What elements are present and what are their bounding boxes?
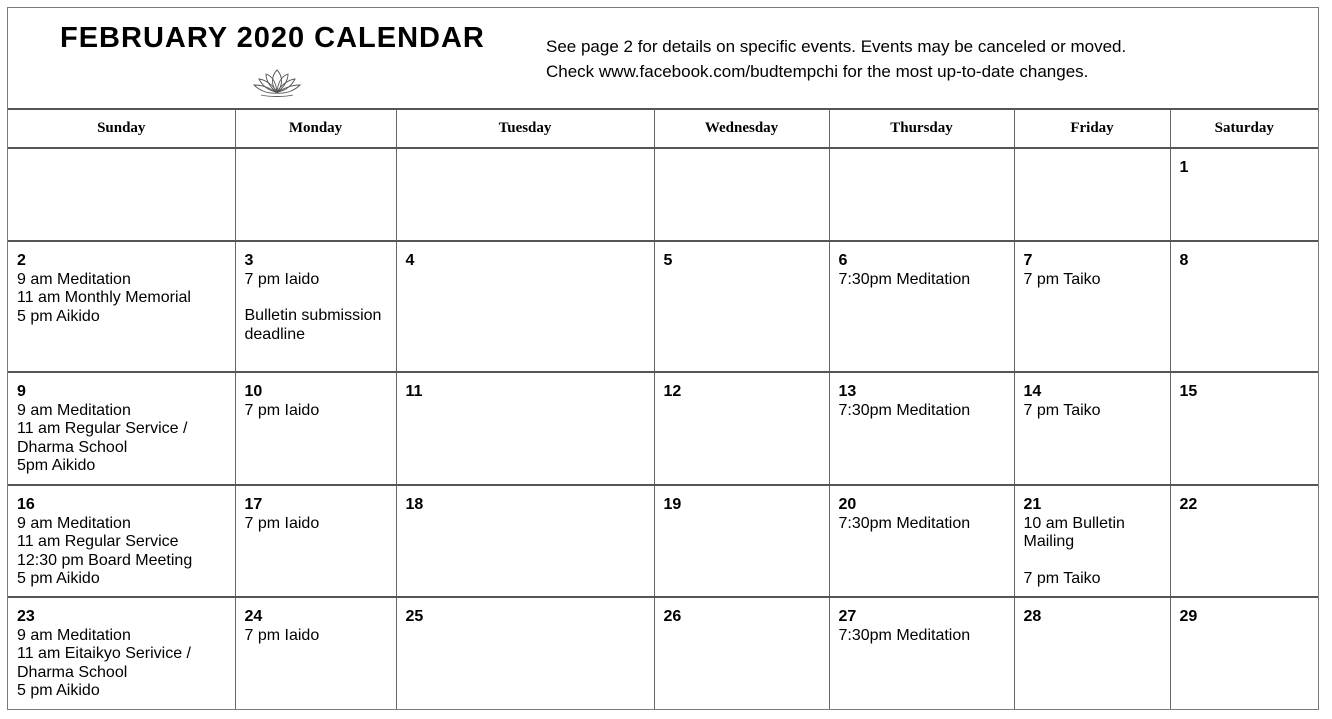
day-cell (1014, 148, 1170, 241)
day-cell (8, 148, 235, 241)
week-row (8, 241, 1318, 372)
day-number: 14 (1023, 383, 1042, 400)
event-item: Bulletin submission deadline (244, 307, 382, 343)
day-number: 20 (838, 496, 857, 513)
day-cell (654, 241, 829, 372)
event-item: 7 pm Taiko (1023, 401, 1101, 419)
event-item: 7:30pm Meditation (838, 626, 971, 644)
event-spacer (1024, 552, 1161, 570)
calendar-grid (8, 109, 1318, 709)
calendar-header (8, 8, 1318, 110)
day-number: 1 (1179, 159, 1189, 176)
event-item: 7:30pm Meditation (838, 514, 971, 532)
day-number: 22 (1179, 496, 1198, 513)
week-row (8, 597, 1318, 709)
day-cell (8, 241, 235, 372)
event-item: 9 am Meditation (17, 626, 131, 644)
day-cell (8, 372, 235, 485)
day-number: 13 (838, 383, 857, 400)
day-number: 24 (244, 608, 263, 625)
day-number: 3 (244, 252, 254, 269)
event-item: 7:30pm Meditation (838, 270, 971, 288)
day-cell (235, 485, 396, 597)
event-item: 5 pm Aikido (17, 570, 100, 588)
weekday-header: Tuesday (396, 109, 654, 148)
day-number: 18 (405, 496, 424, 513)
event-item: 5 pm Aikido (17, 307, 100, 325)
event-item: 7 pm Iaido (244, 270, 320, 288)
day-number: 11 (405, 383, 423, 400)
day-number: 8 (1179, 252, 1189, 269)
calendar-page (7, 7, 1319, 710)
day-cell (235, 148, 396, 241)
day-number: 26 (663, 608, 682, 625)
day-cell (396, 241, 654, 372)
day-cell (8, 485, 235, 597)
day-cell (235, 241, 396, 372)
day-number: 6 (838, 252, 848, 269)
event-item: 11 am Monthly Memorial (17, 289, 191, 307)
day-cell (829, 241, 1014, 372)
day-cell (654, 485, 829, 597)
day-number: 10 (244, 383, 263, 400)
event-item: 7 pm Taiko (1023, 270, 1101, 288)
weekday-header: Monday (235, 109, 396, 148)
day-number: 5 (663, 252, 673, 269)
day-number: 7 (1023, 252, 1033, 269)
day-cell (1014, 372, 1170, 485)
event-item: 5pm Aikido (17, 457, 96, 475)
lotus-icon (251, 66, 303, 98)
day-number: 25 (405, 608, 424, 625)
notice-line: Check www.facebook.com/budtempchi for the most up-to-date changes. (546, 62, 1089, 81)
notice-text (546, 34, 1126, 84)
day-cell (1170, 241, 1318, 372)
event-item: 7 pm Iaido (244, 514, 320, 532)
day-number: 9 (17, 383, 26, 400)
day-cell (396, 148, 654, 241)
event-item: 7:30pm Meditation (838, 401, 971, 419)
day-number: 15 (1179, 383, 1198, 400)
day-cell (1014, 597, 1170, 709)
day-cell (654, 597, 829, 709)
day-number: 2 (17, 252, 26, 269)
weekday-header: Saturday (1170, 109, 1318, 148)
weekday-header: Friday (1014, 109, 1170, 148)
event-spacer (245, 289, 387, 307)
page-title: FEBRUARY 2020 CALENDAR (60, 22, 485, 54)
day-number: 28 (1023, 608, 1042, 625)
day-number: 17 (244, 496, 263, 513)
day-cell (1170, 148, 1318, 241)
day-number: 19 (663, 496, 682, 513)
event-item: 7 pm Iaido (244, 626, 320, 644)
day-cell (235, 597, 396, 709)
day-number: 27 (838, 608, 857, 625)
day-cell (1170, 597, 1318, 709)
day-cell (235, 372, 396, 485)
weekday-header-row (8, 109, 1318, 148)
day-cell (396, 372, 654, 485)
event-item: 7 pm Iaido (244, 401, 320, 419)
weekday-header: Thursday (829, 109, 1014, 148)
day-cell (654, 372, 829, 485)
week-row (8, 372, 1318, 485)
day-cell (654, 148, 829, 241)
day-number: 21 (1023, 496, 1042, 513)
event-item: 9 am Meditation (17, 270, 131, 288)
day-cell (1170, 372, 1318, 485)
day-cell (829, 485, 1014, 597)
week-row (8, 148, 1318, 241)
day-number: 29 (1179, 608, 1198, 625)
event-item: 11 am Eitaikyo Serivice / Dharma School (17, 645, 191, 681)
event-item: 11 am Regular Service (17, 533, 179, 551)
day-cell (829, 372, 1014, 485)
event-item: 5 pm Aikido (17, 682, 100, 700)
day-cell (1014, 241, 1170, 372)
day-cell (396, 597, 654, 709)
event-item: 11 am Regular Service / Dharma School (17, 420, 188, 456)
day-cell (1014, 485, 1170, 597)
event-item: 9 am Meditation (17, 514, 131, 532)
event-item: 12:30 pm Board Meeting (17, 551, 193, 569)
week-row (8, 485, 1318, 597)
notice-line: See page 2 for details on specific events. Events may be canceled or moved. (546, 37, 1127, 56)
day-number: 23 (17, 608, 35, 625)
day-number: 12 (663, 383, 682, 400)
day-cell (396, 485, 654, 597)
weekday-header: Sunday (8, 109, 235, 148)
day-cell (829, 597, 1014, 709)
day-cell (8, 597, 235, 709)
event-item: 7 pm Taiko (1023, 569, 1101, 587)
event-item: 9 am Meditation (17, 401, 131, 419)
event-item: 10 am Bulletin Mailing (1023, 514, 1125, 551)
day-number: 4 (405, 252, 415, 269)
day-number: 16 (17, 496, 35, 513)
day-cell (1170, 485, 1318, 597)
weekday-header: Wednesday (654, 109, 829, 148)
day-cell (829, 148, 1014, 241)
